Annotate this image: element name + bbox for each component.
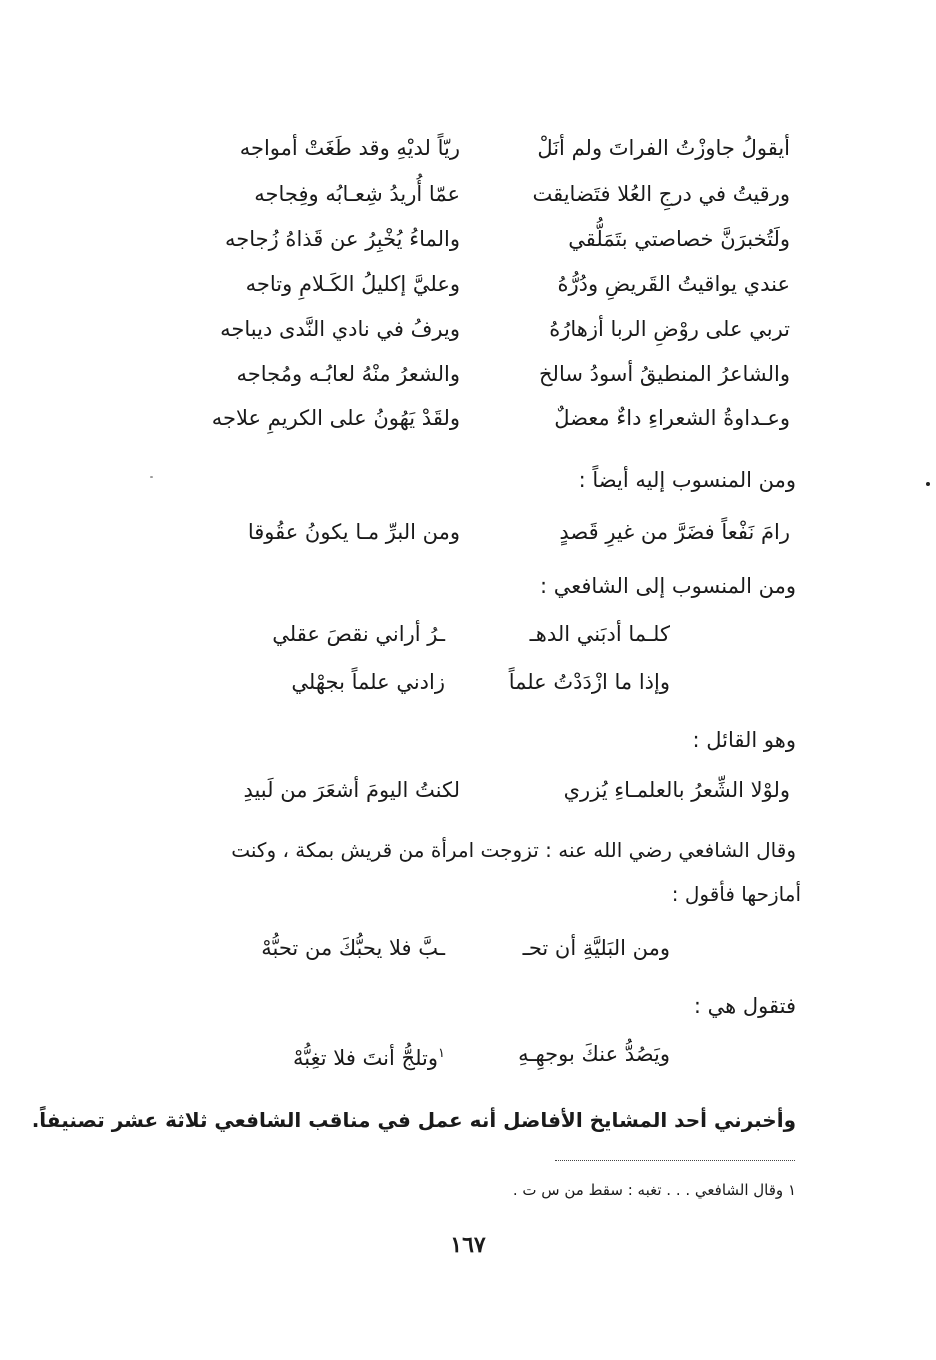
verse-second-hemistich: ـبَّ فلا يحبُّكَ من تحبُّهْ (261, 936, 445, 960)
footnote-separator (555, 1160, 795, 1161)
verse-second-hemistich: ويرفُ في نادي النَّدى ديباجه (220, 317, 460, 341)
section-heading: وهو القائل : (692, 728, 796, 752)
verse-first-hemistich: والشاعرُ المنطيقُ أسودُ سالخ (538, 362, 790, 386)
verse-first-hemistich: رامَ نَفْعاً فضَرَّ من غيرِ قَصدٍ (559, 520, 790, 544)
verse-second-hemistich: ريّاً لديْهِ وقد طَغَتْ أمواجه (239, 136, 460, 160)
verse-first-hemistich: ولوْلا الشِّعرُ بالعلمـاءِ يُزري (563, 778, 790, 802)
prose-paragraph-line: وأخبرني أحد المشايخ الأفاضل أنه عمل في مناقب الشافعي ثلاثة عشر تصنيفاً. (31, 1108, 796, 1132)
page-number: ١٦٧ (450, 1232, 486, 1258)
verse-line (140, 512, 790, 552)
verse-second-hemistich: زادني علماً بجهْلي (291, 670, 445, 694)
verse-line (250, 928, 670, 968)
verse-line (140, 309, 790, 349)
verse-second-hemistich: ولقَدْ يَهُونُ على الكريمِ علاجه (211, 406, 460, 430)
scan-speck (926, 482, 930, 486)
verse-first-hemistich: عندي يواقيتُ القَريضِ ودُرُّهُ (557, 272, 790, 296)
footnote: ١ وقال الشافعي . . . تغبه : سقط من س ت . (512, 1181, 796, 1199)
scan-speck (150, 476, 153, 478)
verse-line (140, 354, 790, 394)
verse-line (140, 174, 790, 214)
verse-line (250, 662, 670, 702)
verse-first-hemistich: كلـما أدبَني الدهـ (529, 622, 670, 646)
verse-line (140, 398, 790, 438)
verse-line (140, 128, 790, 168)
verse-second-hemistich: ومن البرِّ مـا يكونُ عقُوقا (247, 520, 460, 544)
verse-first-hemistich: وإذا ما ازْدَدْتُ علماً (508, 670, 670, 694)
verse-first-hemistich: تربي على روْضِ الربا أزهارُهُ (549, 317, 790, 341)
verse-second-hemistich: لكنتُ اليومَ أشعَرَ من لَبيدِ (243, 778, 460, 802)
verse-first-hemistich: ويَصُدُّ عنكَ بوجهِـهِ (518, 1042, 670, 1066)
verse-second-hemistich: والشعرُ منْهُ لعابُـه ومُجاجه (236, 362, 460, 386)
verse-first-hemistich: أيقولُ جاوزْتُ الفراتَ ولم أنَلْ (537, 136, 790, 160)
verse-line (140, 219, 790, 259)
verse-line (250, 614, 670, 654)
verse-first-hemistich: ورقيتُ في درجِ العُلا فتَضايقت (532, 182, 790, 206)
verse-second-hemistich-text: وتلجُّ أنتَ فلا تغِبُّهْ (293, 1046, 439, 1070)
verse-second-hemistich: والماءُ يُخْبِرُ عن قَذاهُ زُجاجه (225, 227, 460, 251)
verse-second-hemistich: وعليَّ إكليلُ الكَـلامِ وتاجه (245, 272, 460, 296)
verse-line (140, 770, 790, 810)
verse-line (250, 1034, 670, 1074)
section-heading: ومن المنسوب إليه أيضاً : (578, 468, 796, 492)
verse-first-hemistich: وعـداوةُ الشعراءِ داءٌ معضلٌ (554, 406, 790, 430)
verse-first-hemistich: ولَتُخبرَنَّ خصاصتي بتَمَلُّقي (568, 227, 790, 251)
prose-paragraph-line: أمازحها فأقول : (671, 882, 801, 906)
section-heading: ومن المنسوب إلى الشافعي : (540, 574, 796, 598)
section-heading: فتقول هي : (693, 994, 796, 1018)
verse-second-hemistich: ـرُ أراني نقصَ عقلي (272, 622, 445, 646)
verse-first-hemistich: ومن البَليَّةِ أن تحـ (522, 936, 670, 960)
verse-second-hemistich (250, 1034, 445, 1078)
footnote-marker: ١ (438, 1046, 445, 1061)
prose-paragraph-line: وقال الشافعي رضي الله عنه : تزوجت امرأة من قريش بمكة ، وكنت (231, 838, 796, 862)
verse-line (140, 264, 790, 304)
verse-second-hemistich: عمّا أُريدُ شِعـابُه وفِجاجه (254, 182, 460, 206)
